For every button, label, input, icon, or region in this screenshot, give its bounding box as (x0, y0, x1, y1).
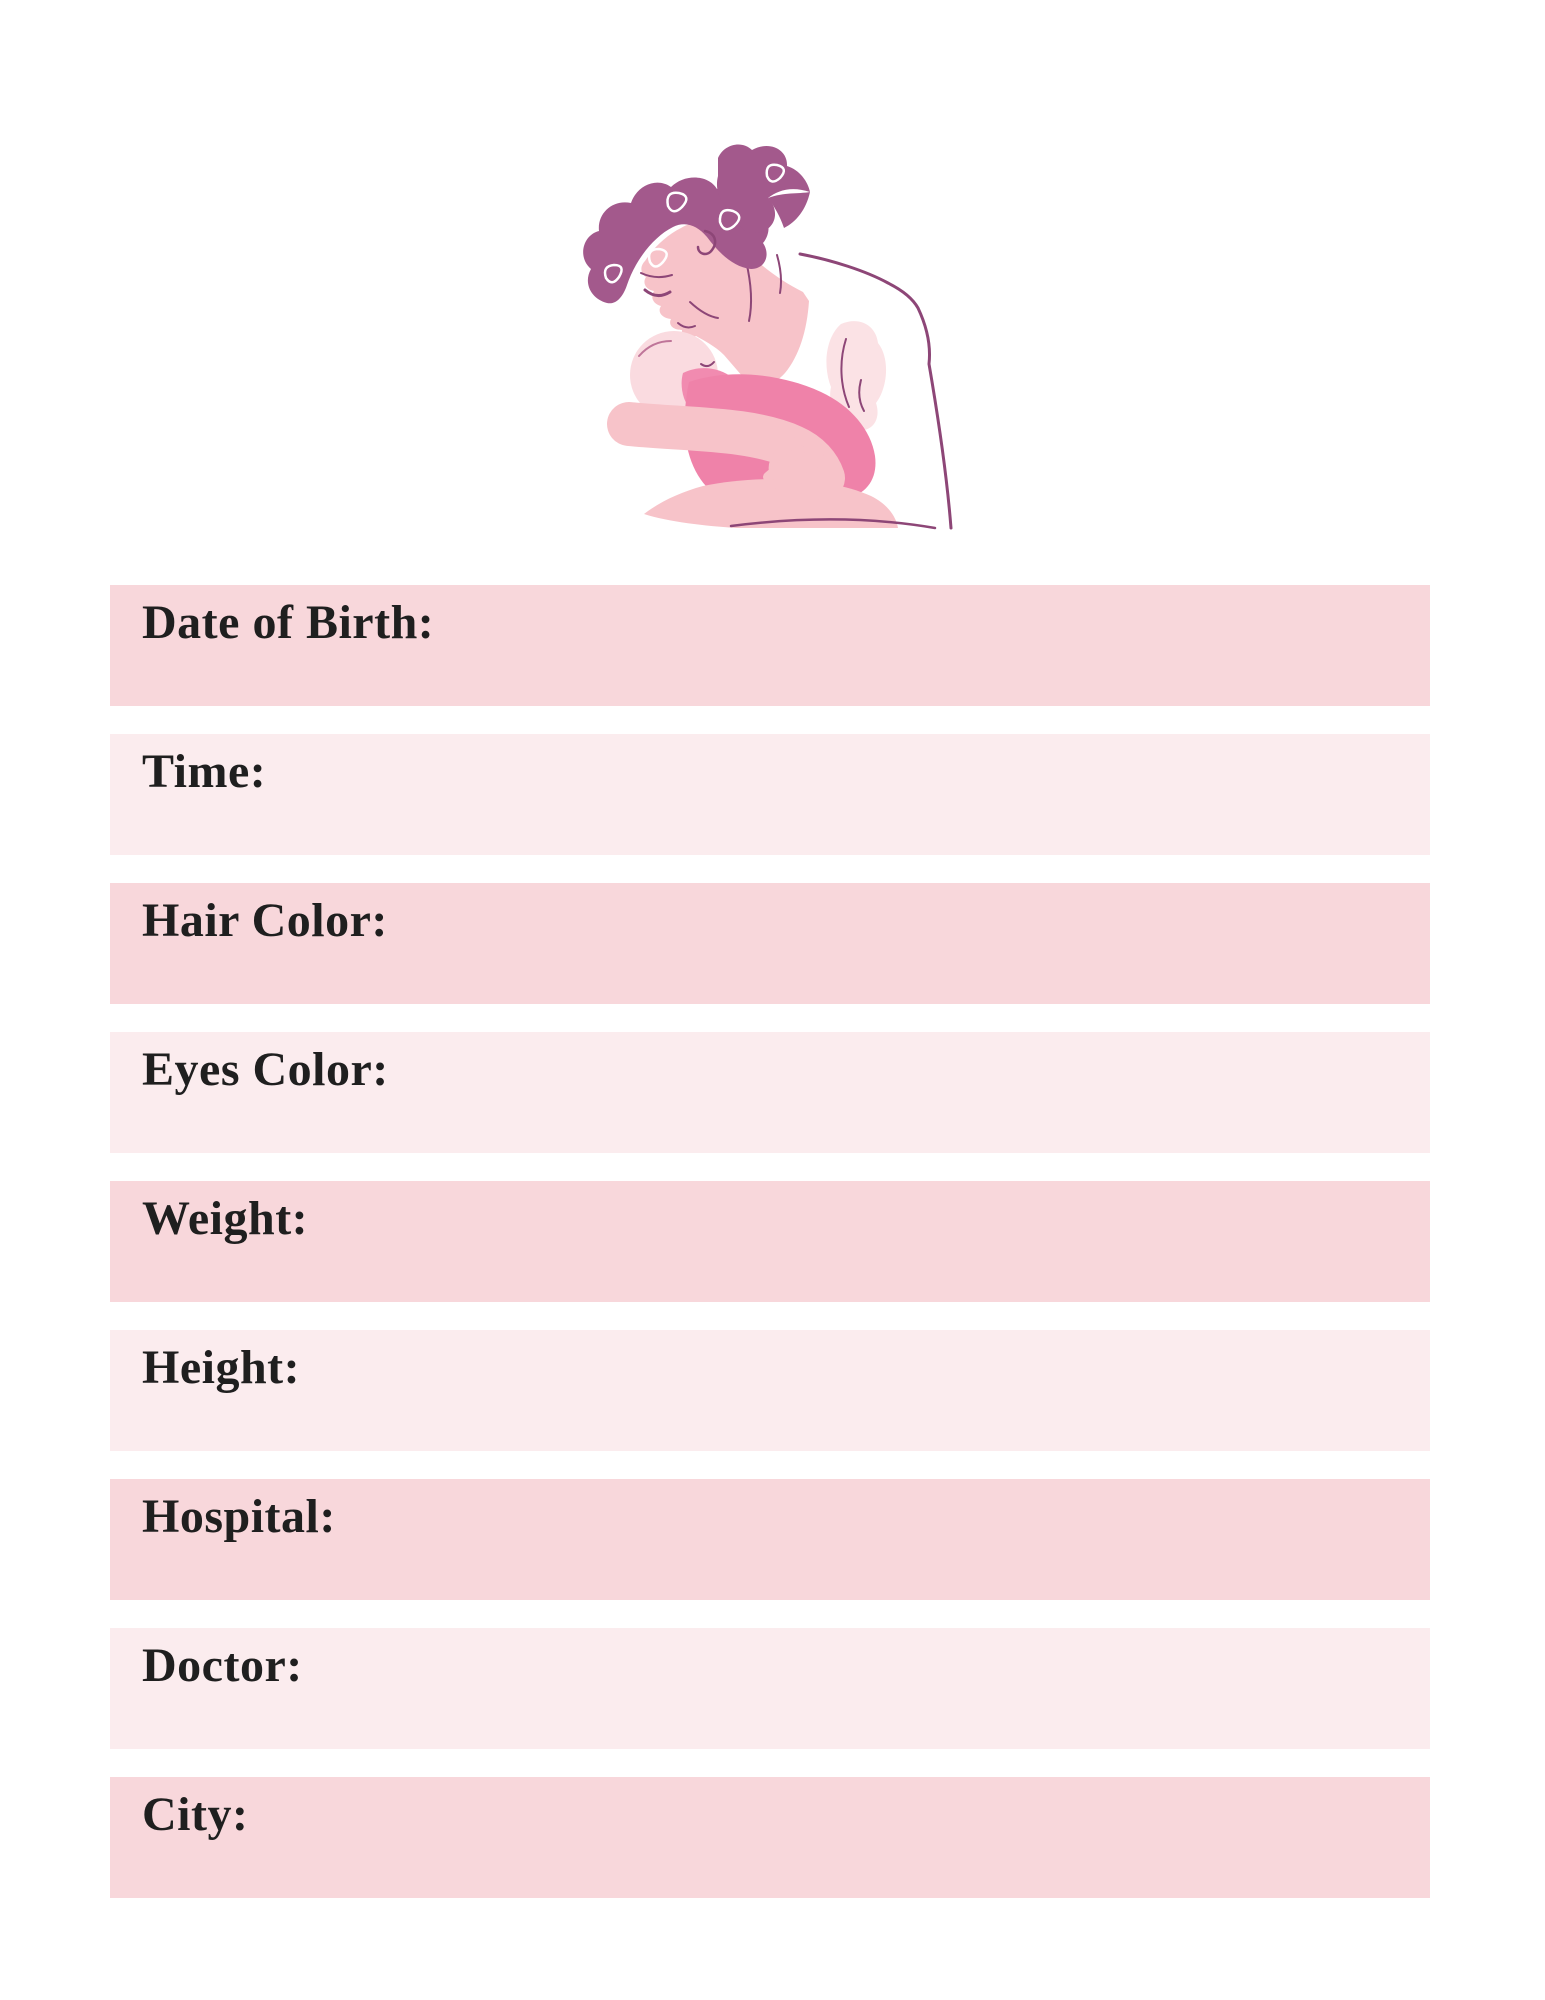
birth-details-form (110, 585, 1430, 1926)
field-label-date-of-birth: Date of Birth: (142, 596, 435, 649)
field-row-time (110, 734, 1430, 855)
mother-and-baby-illustration (540, 128, 980, 552)
field-label-height: Height: (142, 1341, 301, 1394)
field-row-hair-color (110, 883, 1430, 1004)
field-row-eyes-color (110, 1032, 1430, 1153)
field-row-hospital (110, 1479, 1430, 1600)
field-label-city: City: (142, 1788, 249, 1841)
field-label-hair-color: Hair Color: (142, 894, 388, 947)
field-row-weight (110, 1181, 1430, 1302)
field-label-doctor: Doctor: (142, 1639, 303, 1692)
field-label-weight: Weight: (142, 1192, 309, 1245)
field-label-time: Time: (142, 745, 267, 798)
field-row-doctor (110, 1628, 1430, 1749)
field-row-date-of-birth (110, 585, 1430, 706)
field-row-height (110, 1330, 1430, 1451)
field-row-city (110, 1777, 1430, 1898)
field-label-hospital: Hospital: (142, 1490, 336, 1543)
field-label-eyes-color: Eyes Color: (142, 1043, 389, 1096)
